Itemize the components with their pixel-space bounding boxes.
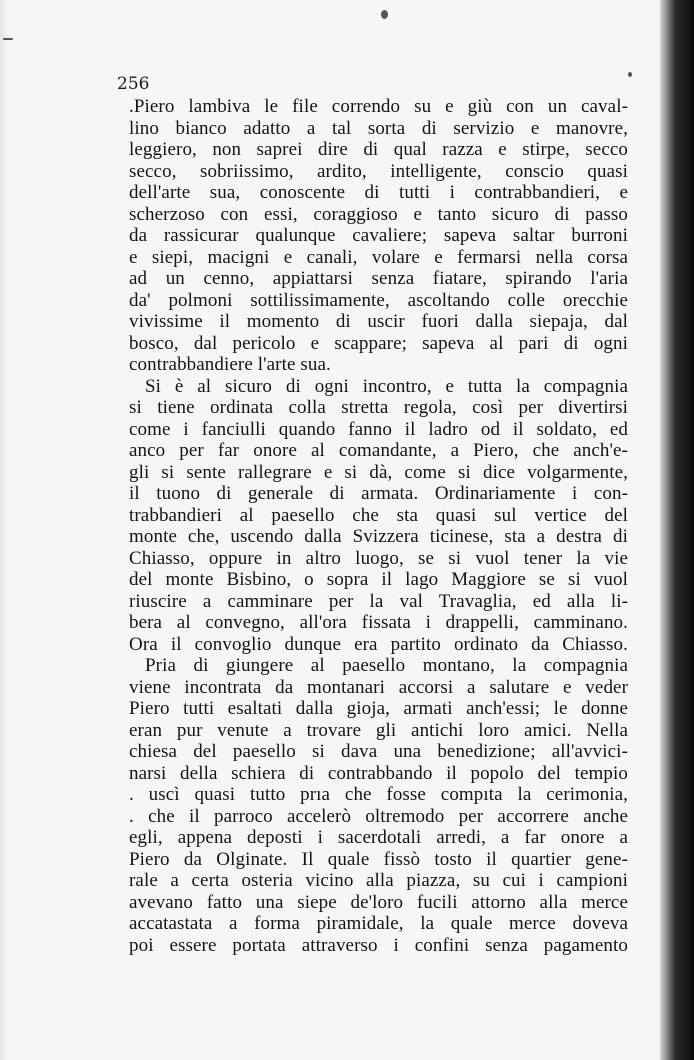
text-line: il tuono di generale di armata. Ordinariamente i con- xyxy=(129,483,628,504)
text-line: Piero da Olginate. Il quale fissò tosto il quartier gene- xyxy=(129,848,628,870)
text-line: anco per far onore al comandante, a Piero, che anch'e- xyxy=(129,440,628,461)
text-line: gli si sente rallegrare e si dà, come si dice volgarmente, xyxy=(129,461,628,483)
text-line: Piero tutti esaltati dalla gioja, armati anch'essi; le donne xyxy=(129,698,628,719)
ink-speck xyxy=(381,10,388,19)
text-line: egli, appena deposti i sacerdotali arredi, a far onore a xyxy=(129,827,628,848)
text-line: come i fanciulli quando fanno il ladro od il soldato, ed xyxy=(129,418,628,440)
text-line: trabbandieri al paesello che sta quasi sul vertice del xyxy=(129,504,628,526)
text-line: dell'arte sua, conoscente di tutti i contrabbandieri, e xyxy=(129,182,628,203)
text-line: eran pur venute a trovare gli antichi loro amici. Nella xyxy=(129,719,628,741)
text-line: narsi della schiera di contrabbando il popolo del tempio xyxy=(129,762,628,784)
text-line: bosco, dal pericolo e scappare; sapeva al pari di ogni xyxy=(129,332,628,354)
text-line: vivissime il momento di uscir fuori dalla siepaja, dal xyxy=(129,311,628,332)
text-line: viene incontrata da montanari accorsi a salutare e veder xyxy=(129,676,628,698)
page-number: 256 xyxy=(117,74,150,94)
text-line: . che il parroco accelerò oltremodo per accorrere anche xyxy=(129,805,628,827)
text-line: rale a certa osteria vicino alla piazza, su cui i campioni xyxy=(129,870,628,891)
text-line: si tiene ordinata colla stretta regola, così per divertirsi xyxy=(129,397,628,418)
page-edge-shadow xyxy=(0,0,8,1060)
text-line: del monte Bisbino, o sopra il lago Maggiore se si vuol xyxy=(129,569,628,590)
text-line: scherzoso con essi, coraggioso e tanto sicuro di passo xyxy=(129,203,628,225)
text-line: da' polmoni sottilissimamente, ascoltando colle orecchie xyxy=(129,289,628,311)
text-line: lino bianco adatto a tal sorta di servizio e manovre, xyxy=(129,117,628,139)
body-text xyxy=(129,96,628,956)
text-line: bera al convegno, all'ora fissata i drappelli, camminano. xyxy=(129,612,628,633)
text-line: ad un cenno, appiattarsi senza fiatare, spirando l'aria xyxy=(129,268,628,289)
text-line: Pria di giungere al paesello montano, la compagnia xyxy=(145,655,628,676)
text-line: da rassicurar qualunque cavaliere; sapeva saltar burroni xyxy=(129,225,628,246)
text-line: secco, sobriissimo, ardito, intelligente, conscio quasi xyxy=(129,160,628,182)
text-line: . uscì quasi tutto prıa che fosse compıta la cerimonia, xyxy=(129,784,628,805)
text-line: contrabbandiere l'arte sua. xyxy=(129,354,331,375)
text-line: riuscire a camminare per la val Travaglia, ed alla li- xyxy=(129,590,628,612)
text-line: avevano fatto una siepe de'loro fucili attorno alla merce xyxy=(129,891,628,913)
ink-speck xyxy=(628,72,632,77)
text-line: Ora il convoglio dunque era partito ordinato da Chiasso. xyxy=(129,633,628,655)
text-line: e siepi, macigni e canali, volare e fermarsi nella corsa xyxy=(129,246,628,268)
text-line: Si è al sicuro di ogni incontro, e tutta la compagnia xyxy=(145,375,628,397)
text-line: poi essere portata attraverso i confini senza pagamento xyxy=(129,934,628,956)
text-line: monte che, uscendo dalla Svizzera ticinese, sta a destra di xyxy=(129,526,628,547)
text-line: Chiasso, oppure in altro luogo, se si vuol tener la vie xyxy=(129,547,628,569)
ink-speck xyxy=(3,38,13,40)
text-line: leggiero, non saprei dire di qual razza e stirpe, secco xyxy=(129,139,628,160)
text-line: .Piero lambiva le file correndo su e giù con un caval- xyxy=(129,96,628,117)
text-line: chiesa del paesello si dava una benedizione; all'avvici- xyxy=(129,741,628,762)
text-line: accatastata a forma piramidale, la quale merce doveva xyxy=(129,913,628,934)
binding-shadow xyxy=(660,0,694,1060)
